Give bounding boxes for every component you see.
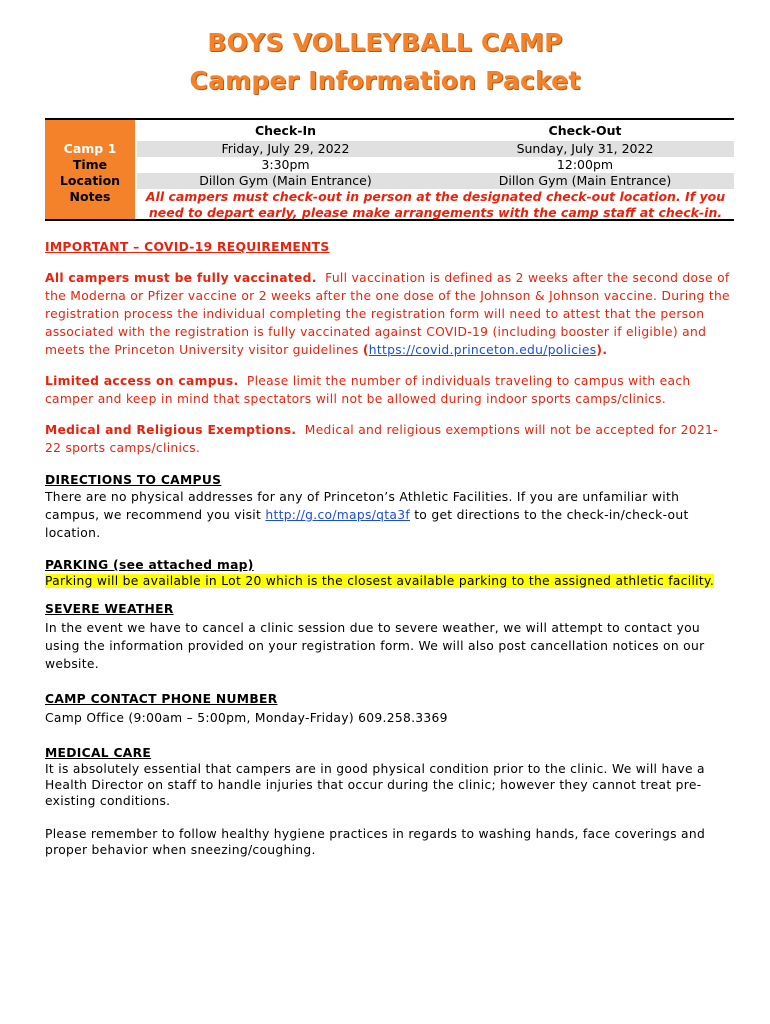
label-notes: Notes bbox=[69, 189, 111, 204]
medical-text: It is absolutely essential that campers are in good physical condition prior to the clinic. We will have a Health Director on staff to handle injuries that occur during the clinic; however they cannot treat pre-existing conditions. bbox=[45, 762, 705, 808]
limited-text: Please limit the number of individuals traveling to campus with each camper and keep in mind that spectators will not be allowed during indoor sports camps/clinics. bbox=[45, 374, 691, 406]
schedule-notes bbox=[137, 189, 734, 221]
weather-heading: SEVERE WEATHER bbox=[45, 602, 174, 616]
checkout-date: Sunday, July 31, 2022 bbox=[516, 141, 654, 156]
weather-text: In the event we have to cancel a clinic session due to severe weather, we will attempt to contact you using the information provided on your registration form. We will also post cancellation notices on our website. bbox=[45, 621, 705, 671]
parking-text-block bbox=[45, 572, 730, 590]
checkin-time: 3:30pm bbox=[261, 157, 310, 172]
parking-heading: PARKING (see attached map) bbox=[45, 558, 254, 572]
parking-text: Parking will be available in Lot 20 which is the closest available parking to the assigned athletic facility. bbox=[45, 574, 715, 588]
label-time: Time bbox=[72, 157, 108, 172]
paren-open: ( bbox=[362, 343, 369, 357]
covid-heading: IMPORTANT – COVID-19 REQUIREMENTS bbox=[45, 240, 330, 254]
paren-close: ). bbox=[596, 343, 608, 357]
notes-line-2: need to depart early, please make arrangements with the camp staff at check-in. bbox=[148, 205, 723, 220]
directions-heading: DIRECTIONS TO CAMPUS bbox=[45, 473, 222, 487]
schedule-row-labels bbox=[45, 120, 135, 219]
medical-heading: MEDICAL CARE bbox=[45, 746, 152, 760]
contact-heading: CAMP CONTACT PHONE NUMBER bbox=[45, 692, 278, 706]
limited-access-paragraph bbox=[45, 372, 730, 408]
camp-schedule-table bbox=[45, 118, 734, 221]
checkin-location: Dillon Gym (Main Entrance) bbox=[199, 173, 372, 188]
exempt-text: Medical and religious exemptions will not be accepted for 2021-22 sports camps/clinics. bbox=[45, 423, 718, 455]
notes-line-1: All campers must check-out in person at the designated check-out location. If you bbox=[145, 189, 726, 204]
limited-lead: Limited access on campus. bbox=[45, 374, 239, 388]
directions-text-after: to get directions to the check-in/check-out location. bbox=[45, 508, 689, 540]
directions-text-before: There are no physical addresses for any of Princeton’s Athletic Facilities. If you are unfamiliar with campus, we recommend you visit bbox=[45, 490, 680, 522]
document-subtitle: Camper Information Packet bbox=[189, 66, 581, 95]
hygiene-text: Please remember to follow healthy hygiene practices in regards to washing hands, face coverings and proper behavior when sneezing/coughing. bbox=[45, 827, 706, 857]
exemptions-paragraph bbox=[45, 421, 730, 457]
checkout-header: Check-Out bbox=[548, 123, 622, 138]
contact-text: Camp Office (9:00am – 5:00pm, Monday-Friday) 609.258.3369 bbox=[45, 711, 448, 725]
vaccination-lead: All campers must be fully vaccinated. bbox=[45, 271, 317, 285]
maps-link[interactable]: http://g.co/maps/qta3f bbox=[265, 508, 410, 522]
exempt-lead: Medical and Religious Exemptions. bbox=[45, 423, 297, 437]
covid-policy-link[interactable]: https://covid.princeton.edu/policies bbox=[368, 343, 597, 357]
covid-vaccination-paragraph bbox=[45, 269, 730, 359]
label-location: Location bbox=[59, 173, 121, 188]
vaccination-text: Full vaccination is defined as 2 weeks after the second dose of the Moderna or Pfizer vaccine or 2 weeks after the one dose of the Johnson & Johnson vaccine. During the registration process the individual completing the registration form will need to attest that the person associated with the registration is fully vaccinated against COVID-19 (including booster if eligible) and meets the Princeton University visitor guidelines bbox=[45, 271, 730, 357]
document-title: BOYS VOLLEYBALL CAMP bbox=[207, 28, 563, 57]
checkout-time: 12:00pm bbox=[556, 157, 614, 172]
directions-text bbox=[45, 488, 730, 542]
checkin-date: Friday, July 29, 2022 bbox=[221, 141, 350, 156]
label-camp: Camp 1 bbox=[63, 141, 117, 156]
checkout-location: Dillon Gym (Main Entrance) bbox=[498, 173, 672, 188]
checkin-header: Check-In bbox=[254, 123, 316, 138]
